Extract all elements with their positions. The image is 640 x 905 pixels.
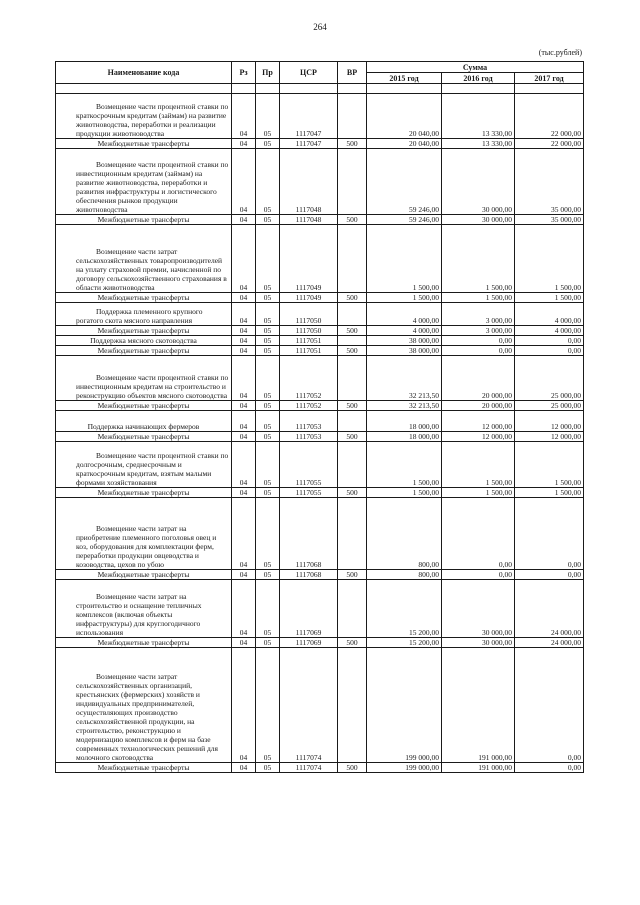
cell-2016: 0,00 <box>442 336 515 346</box>
table-row <box>56 763 584 773</box>
cell-csr: 1117051 <box>280 346 338 356</box>
table-row <box>56 442 584 488</box>
cell-name: Межбюджетные трансферты <box>56 638 232 648</box>
cell-2015: 1 500,00 <box>367 488 442 498</box>
cell-2017: 25 000,00 <box>515 401 584 411</box>
cell-rz: 04 <box>232 293 256 303</box>
table-row <box>56 570 584 580</box>
cell-csr: 1117074 <box>280 648 338 763</box>
cell-pr: 05 <box>256 139 280 149</box>
cell-name: Межбюджетные трансферты <box>56 401 232 411</box>
cell-2015: 1 500,00 <box>367 293 442 303</box>
table-body <box>56 84 584 773</box>
cell-vr <box>338 336 367 346</box>
cell-rz: 04 <box>232 580 256 638</box>
cell-2017: 22 000,00 <box>515 139 584 149</box>
header-year-2016: 2016 год <box>442 73 515 84</box>
cell-vr <box>338 580 367 638</box>
cell-2015: 32 213,50 <box>367 356 442 401</box>
cell-name: Межбюджетные трансферты <box>56 346 232 356</box>
cell-csr: 1117047 <box>280 139 338 149</box>
cell-2016: 1 500,00 <box>442 488 515 498</box>
cell-name: Возмещение части процентной ставки по краткосрочным кредитам (займам) на развитие животноводства, переработки и реализации продукции животноводства <box>56 94 232 139</box>
cell-csr: 1117068 <box>280 570 338 580</box>
cell-2017: 12 000,00 <box>515 432 584 442</box>
cell-csr: 1117055 <box>280 442 338 488</box>
table-row <box>56 346 584 356</box>
cell-vr <box>338 303 367 326</box>
cell-2016: 30 000,00 <box>442 638 515 648</box>
table-row <box>56 432 584 442</box>
cell-csr: 1117053 <box>280 411 338 432</box>
cell-csr: 1117074 <box>280 763 338 773</box>
cell-csr: 1117053 <box>280 432 338 442</box>
cell-csr: 1117069 <box>280 638 338 648</box>
cell-2016: 20 000,00 <box>442 401 515 411</box>
table-row <box>56 401 584 411</box>
cell-vr: 500 <box>338 346 367 356</box>
cell-pr: 05 <box>256 149 280 215</box>
cell-pr: 05 <box>256 326 280 336</box>
cell-name: Поддержка начинающих фермеров <box>56 411 232 432</box>
cell-vr: 500 <box>338 215 367 225</box>
header-vr: ВР <box>338 62 367 84</box>
cell-2015: 59 246,00 <box>367 215 442 225</box>
cell-2015: 199 000,00 <box>367 763 442 773</box>
cell-pr: 05 <box>256 498 280 570</box>
cell-2015: 4 000,00 <box>367 303 442 326</box>
cell-2016: 12 000,00 <box>442 411 515 432</box>
cell-name: Возмещение части процентной ставки по инвестиционным кредитам на строительство и реконструкцию объектов мясного скотоводства <box>56 356 232 401</box>
cell-csr: 1117051 <box>280 336 338 346</box>
cell-2017: 0,00 <box>515 346 584 356</box>
cell-rz: 04 <box>232 570 256 580</box>
cell-2017: 25 000,00 <box>515 356 584 401</box>
cell-vr <box>338 356 367 401</box>
cell-pr: 05 <box>256 638 280 648</box>
cell-2015: 32 213,50 <box>367 401 442 411</box>
cell-csr: 1117049 <box>280 225 338 293</box>
cell-csr: 1117055 <box>280 488 338 498</box>
cell-pr: 05 <box>256 94 280 139</box>
cell-2016: 3 000,00 <box>442 303 515 326</box>
cell-name: Возмещение части процентной ставки по инвестиционным кредитам (займам) на развитие животноводства, переработки и развития инфраструктуры и логистического обеспечения рынков продукции животноводства <box>56 149 232 215</box>
cell-csr: 1117050 <box>280 303 338 326</box>
page-number: 264 <box>313 22 327 32</box>
cell-rz: 04 <box>232 346 256 356</box>
cell-2017: 0,00 <box>515 763 584 773</box>
table-row <box>56 638 584 648</box>
cell-2017: 24 000,00 <box>515 638 584 648</box>
cell-rz: 04 <box>232 401 256 411</box>
cell-pr: 05 <box>256 648 280 763</box>
cell-rz: 04 <box>232 411 256 432</box>
cell-pr: 05 <box>256 580 280 638</box>
cell-pr: 05 <box>256 488 280 498</box>
cell-name: Межбюджетные трансферты <box>56 488 232 498</box>
cell-pr: 05 <box>256 442 280 488</box>
cell-2016: 0,00 <box>442 498 515 570</box>
cell-csr: 1117069 <box>280 580 338 638</box>
cell-name: Возмещение части затрат сельскохозяйственных организаций, крестьянских (фермерских) хозяйств и индивидуальных предпринимателей, осуществляющих производство сельскохозяйственной продукции, на строительство, реконструкцию и модернизацию комплексов и ферм на базе современных технологических решений для молочного скотоводства <box>56 648 232 763</box>
cell-2017: 4 000,00 <box>515 303 584 326</box>
cell-pr: 05 <box>256 401 280 411</box>
cell-2015: 4 000,00 <box>367 326 442 336</box>
cell-csr: 1117049 <box>280 293 338 303</box>
cell-vr: 500 <box>338 293 367 303</box>
cell-vr: 500 <box>338 139 367 149</box>
table-row <box>56 303 584 326</box>
cell-vr <box>338 648 367 763</box>
cell-pr: 05 <box>256 303 280 326</box>
table-row <box>56 648 584 763</box>
cell-2017: 12 000,00 <box>515 411 584 432</box>
cell-name: Межбюджетные трансферты <box>56 763 232 773</box>
cell-2016: 13 330,00 <box>442 139 515 149</box>
cell-2015: 199 000,00 <box>367 648 442 763</box>
cell-2015: 18 000,00 <box>367 411 442 432</box>
cell-rz: 04 <box>232 763 256 773</box>
cell-rz: 04 <box>232 432 256 442</box>
cell-2015: 1 500,00 <box>367 225 442 293</box>
cell-2015: 38 000,00 <box>367 336 442 346</box>
cell-vr <box>338 149 367 215</box>
cell-name: Поддержка племенного крупного рогатого скота мясного направления <box>56 303 232 326</box>
cell-rz: 04 <box>232 326 256 336</box>
cell-2017: 0,00 <box>515 498 584 570</box>
cell-2017: 1 500,00 <box>515 488 584 498</box>
cell-2015: 18 000,00 <box>367 432 442 442</box>
cell-2016: 191 000,00 <box>442 648 515 763</box>
cell-vr: 500 <box>338 570 367 580</box>
table-row <box>56 411 584 432</box>
header-sum: Сумма <box>367 62 584 73</box>
cell-2015: 800,00 <box>367 498 442 570</box>
cell-pr: 05 <box>256 411 280 432</box>
cell-pr: 05 <box>256 225 280 293</box>
cell-rz: 04 <box>232 336 256 346</box>
cell-vr <box>338 225 367 293</box>
cell-rz: 04 <box>232 356 256 401</box>
cell-name: Возмещение части затрат на приобретение племенного поголовья овец и коз, оборудования для комплектации ферм, переработки продукции овцеводства и козоводства, цехов по убою <box>56 498 232 570</box>
cell-2017: 35 000,00 <box>515 215 584 225</box>
cell-2017: 35 000,00 <box>515 149 584 215</box>
cell-2015: 20 040,00 <box>367 139 442 149</box>
header-pr: Пр <box>256 62 280 84</box>
cell-2015: 15 200,00 <box>367 580 442 638</box>
cell-csr: 1117048 <box>280 149 338 215</box>
header-year-2017: 2017 год <box>515 73 584 84</box>
cell-2016: 30 000,00 <box>442 215 515 225</box>
cell-2016: 191 000,00 <box>442 763 515 773</box>
cell-2015: 38 000,00 <box>367 346 442 356</box>
cell-vr: 500 <box>338 763 367 773</box>
cell-2015: 15 200,00 <box>367 638 442 648</box>
cell-pr: 05 <box>256 356 280 401</box>
cell-pr: 05 <box>256 432 280 442</box>
table-row <box>56 215 584 225</box>
cell-vr <box>338 442 367 488</box>
cell-2017: 1 500,00 <box>515 293 584 303</box>
table-row <box>56 139 584 149</box>
cell-pr: 05 <box>256 293 280 303</box>
spacer-row <box>56 84 584 94</box>
table-row <box>56 336 584 346</box>
cell-pr: 05 <box>256 570 280 580</box>
cell-rz: 04 <box>232 638 256 648</box>
table-row <box>56 580 584 638</box>
cell-2016: 3 000,00 <box>442 326 515 336</box>
cell-2016: 12 000,00 <box>442 432 515 442</box>
cell-rz: 04 <box>232 488 256 498</box>
units-label: (тыс.рублей) <box>538 48 582 57</box>
cell-name: Возмещение части затрат сельскохозяйственных товаропроизводителей на уплату страховой премии, начисленной по договору сельскохозяйственного страхования в области животноводства <box>56 225 232 293</box>
table-row <box>56 225 584 293</box>
cell-vr: 500 <box>338 638 367 648</box>
table-row <box>56 326 584 336</box>
cell-2016: 30 000,00 <box>442 149 515 215</box>
cell-name: Поддержка мясного скотоводства <box>56 336 232 346</box>
cell-name: Межбюджетные трансферты <box>56 215 232 225</box>
cell-2017: 4 000,00 <box>515 326 584 336</box>
cell-name: Возмещение части процентной ставки по долгосрочным, среднесрочным и краткосрочным кредитам, взятым малыми формами хозяйствования <box>56 442 232 488</box>
cell-csr: 1117048 <box>280 215 338 225</box>
cell-name: Межбюджетные трансферты <box>56 293 232 303</box>
cell-2017: 1 500,00 <box>515 225 584 293</box>
cell-csr: 1117052 <box>280 356 338 401</box>
cell-vr: 500 <box>338 401 367 411</box>
cell-rz: 04 <box>232 215 256 225</box>
cell-2016: 1 500,00 <box>442 442 515 488</box>
table-row <box>56 488 584 498</box>
cell-vr: 500 <box>338 326 367 336</box>
cell-rz: 04 <box>232 94 256 139</box>
cell-2016: 13 330,00 <box>442 94 515 139</box>
cell-2016: 0,00 <box>442 346 515 356</box>
cell-2017: 0,00 <box>515 648 584 763</box>
cell-vr: 500 <box>338 488 367 498</box>
cell-name: Возмещение части затрат на строительство и оснащение тепличных комплексов (включая объекты инфраструктуры) для круглогодичного использования <box>56 580 232 638</box>
cell-pr: 05 <box>256 346 280 356</box>
cell-csr: 1117052 <box>280 401 338 411</box>
table-row <box>56 293 584 303</box>
cell-2016: 1 500,00 <box>442 293 515 303</box>
cell-csr: 1117047 <box>280 94 338 139</box>
cell-name: Межбюджетные трансферты <box>56 326 232 336</box>
table-row <box>56 356 584 401</box>
cell-pr: 05 <box>256 336 280 346</box>
cell-rz: 04 <box>232 648 256 763</box>
header-csr: ЦСР <box>280 62 338 84</box>
cell-2015: 800,00 <box>367 570 442 580</box>
cell-pr: 05 <box>256 215 280 225</box>
cell-vr <box>338 498 367 570</box>
table-row <box>56 94 584 139</box>
cell-name: Межбюджетные трансферты <box>56 570 232 580</box>
cell-2017: 0,00 <box>515 570 584 580</box>
cell-2015: 20 040,00 <box>367 94 442 139</box>
cell-2017: 0,00 <box>515 336 584 346</box>
cell-csr: 1117068 <box>280 498 338 570</box>
cell-vr: 500 <box>338 432 367 442</box>
header-name: Наименование кода <box>56 62 232 84</box>
cell-vr <box>338 411 367 432</box>
cell-rz: 04 <box>232 225 256 293</box>
cell-rz: 04 <box>232 149 256 215</box>
header-rz: Рз <box>232 62 256 84</box>
budget-table <box>55 61 584 773</box>
cell-2017: 22 000,00 <box>515 94 584 139</box>
cell-2016: 0,00 <box>442 570 515 580</box>
table-row <box>56 149 584 215</box>
cell-rz: 04 <box>232 139 256 149</box>
cell-2016: 30 000,00 <box>442 580 515 638</box>
cell-2015: 59 246,00 <box>367 149 442 215</box>
cell-vr <box>338 94 367 139</box>
cell-rz: 04 <box>232 498 256 570</box>
cell-2015: 1 500,00 <box>367 442 442 488</box>
cell-name: Межбюджетные трансферты <box>56 432 232 442</box>
header-year-2015: 2015 год <box>367 73 442 84</box>
cell-name: Межбюджетные трансферты <box>56 139 232 149</box>
cell-pr: 05 <box>256 763 280 773</box>
cell-2016: 20 000,00 <box>442 356 515 401</box>
cell-rz: 04 <box>232 442 256 488</box>
cell-csr: 1117050 <box>280 326 338 336</box>
cell-2016: 1 500,00 <box>442 225 515 293</box>
table-row <box>56 498 584 570</box>
cell-rz: 04 <box>232 303 256 326</box>
cell-2017: 24 000,00 <box>515 580 584 638</box>
cell-2017: 1 500,00 <box>515 442 584 488</box>
